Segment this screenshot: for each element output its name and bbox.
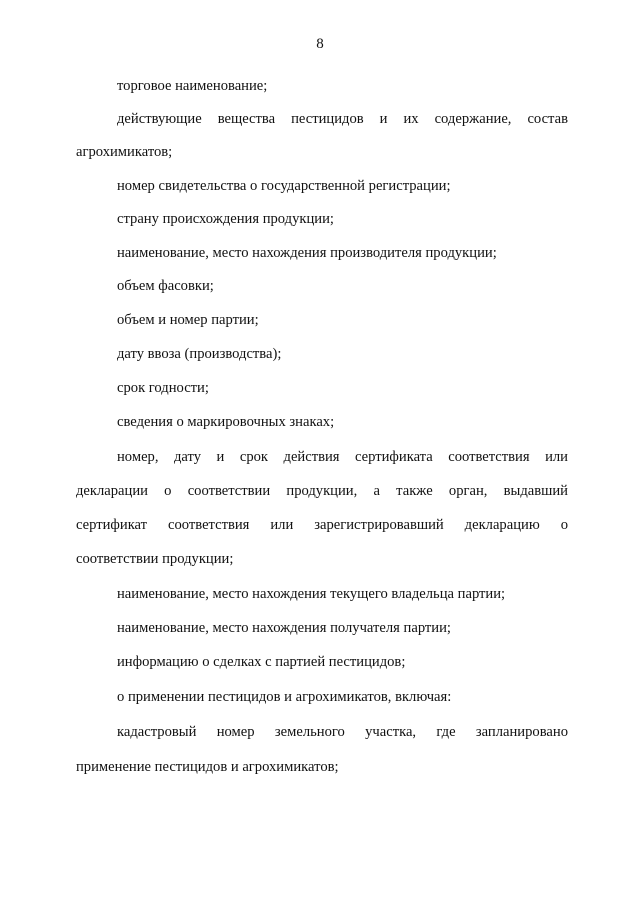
- text-line: применение пестицидов и агрохимикатов;: [76, 759, 339, 775]
- text-line: наименование, место нахождения получателя партии;: [117, 620, 451, 636]
- text-line: сведения о маркировочных знаках;: [117, 414, 335, 430]
- text-line: номер свидетельства о государственной регистрации;: [117, 178, 451, 194]
- text-line: торговое наименование;: [117, 78, 268, 94]
- text-line: кадастровый номер земельного участка, где запланировано: [117, 724, 568, 740]
- text-line: действующие вещества пестицидов и их содержание, состав: [117, 111, 568, 127]
- text-line: наименование, место нахождения производителя продукции;: [117, 245, 497, 261]
- text-line: дату ввоза (производства);: [117, 346, 282, 362]
- text-line: наименование, место нахождения текущего владельца партии;: [117, 586, 506, 602]
- text-line: информацию о сделках с партией пестицидов;: [117, 654, 406, 670]
- text-line: сертификат соответствия или зарегистрировавший декларацию о: [76, 517, 568, 533]
- text-line: о применении пестицидов и агрохимикатов, включая:: [117, 689, 452, 705]
- text-line: объем фасовки;: [117, 278, 214, 294]
- page-number: 8: [316, 36, 324, 52]
- text-line: соответствии продукции;: [76, 551, 234, 567]
- text-line: номер, дату и срок действия сертификата соответствия или: [117, 449, 568, 465]
- text-line: срок годности;: [117, 380, 209, 396]
- text-line: агрохимикатов;: [76, 144, 173, 160]
- text-line: декларации о соответствии продукции, а также орган, выдавший: [76, 483, 568, 499]
- text-line: объем и номер партии;: [117, 312, 259, 328]
- text-line: страну происхождения продукции;: [117, 211, 334, 227]
